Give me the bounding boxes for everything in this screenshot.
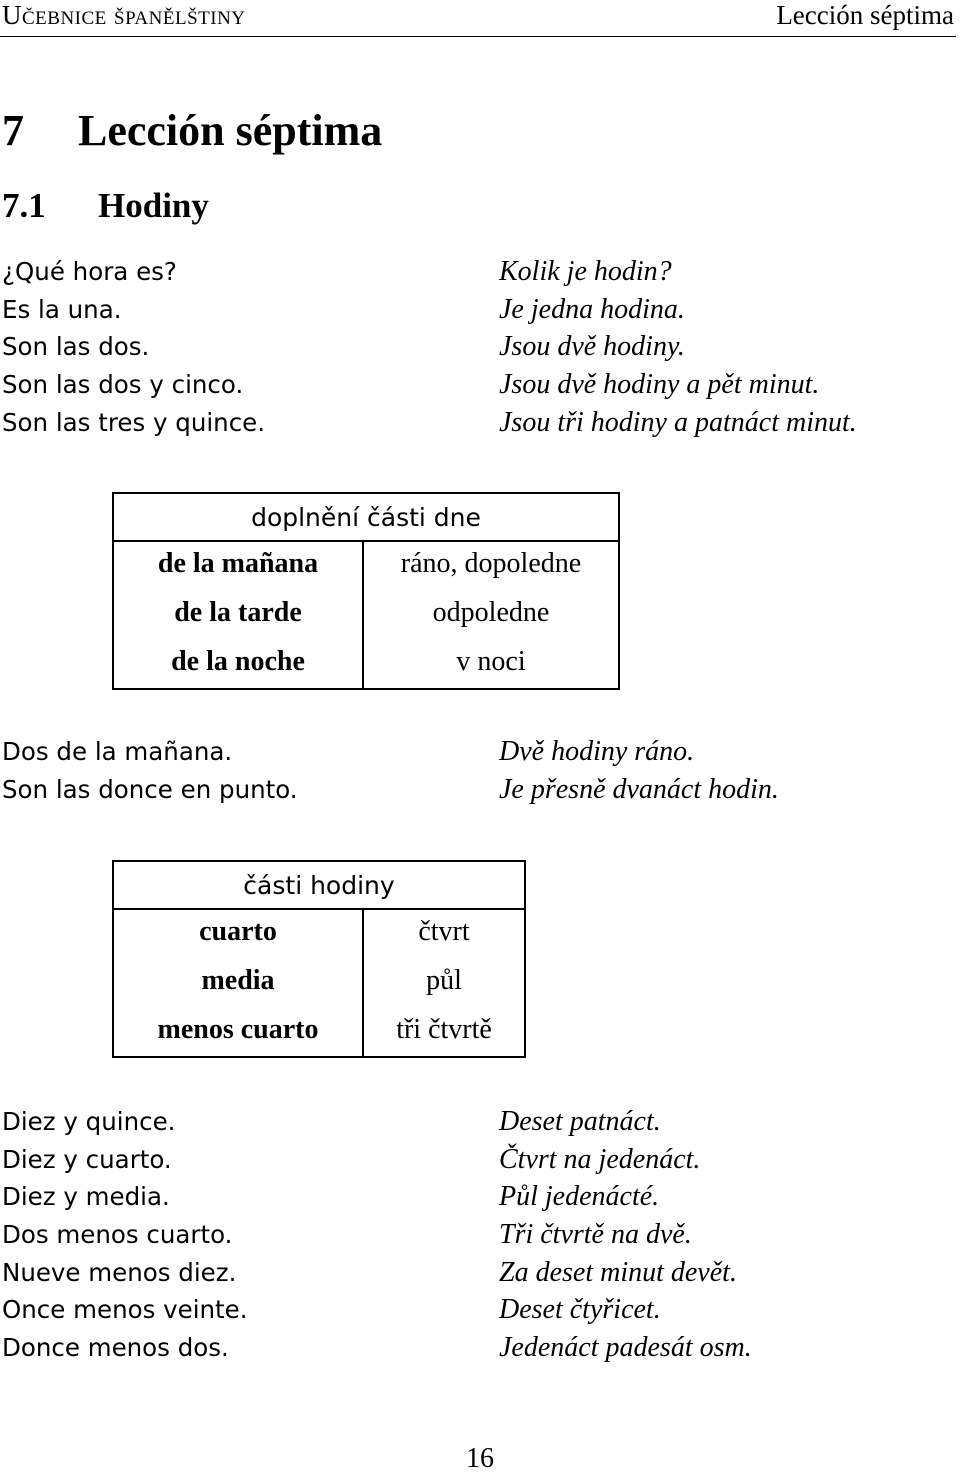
chapter-number: 7 xyxy=(2,106,24,155)
chapter-title-text: Lección séptima xyxy=(78,106,383,155)
table-cell-spanish: de la mañana xyxy=(157,548,319,579)
spanish-phrase: Es la una. xyxy=(2,294,122,324)
phrase-row xyxy=(0,1329,960,1367)
chapter-title xyxy=(2,105,382,156)
table-cell-czech: půl xyxy=(426,965,462,996)
spanish-phrase: Once menos veinte. xyxy=(2,1295,248,1325)
section-number: 7.1 xyxy=(2,186,46,225)
spanish-phrase: Dos menos cuarto. xyxy=(2,1220,233,1250)
spanish-phrase: ¿Qué hora es? xyxy=(2,257,177,286)
spanish-phrase: Son las dos. xyxy=(2,332,150,362)
czech-translation: Za deset minut devět. xyxy=(499,1256,737,1288)
czech-translation: Jsou dvě hodiny a pět minut. xyxy=(499,369,820,401)
phrase-row xyxy=(0,1291,960,1329)
czech-translation: Čtvrt na jedenáct. xyxy=(499,1143,701,1175)
table-cell-spanish: menos cuarto xyxy=(157,1014,319,1045)
section-title-text: Hodiny xyxy=(98,186,209,225)
phrase-row xyxy=(0,733,960,771)
phrase-row xyxy=(0,328,960,366)
czech-translation: Jedenáct padesát osm. xyxy=(499,1332,752,1364)
table-cell-spanish: cuarto xyxy=(199,916,277,947)
spanish-phrase: Diez y media. xyxy=(2,1182,170,1212)
page-number: 16 xyxy=(466,1443,494,1474)
czech-translation: Jsou tři hodiny a patnáct minut. xyxy=(499,406,857,438)
czech-translation: Je jedna hodina. xyxy=(499,293,685,325)
phrase-row xyxy=(0,1141,960,1179)
table-cell-spanish: media xyxy=(201,965,275,996)
czech-translation: Je přesně dvanáct hodin. xyxy=(499,773,779,805)
phrase-row xyxy=(0,404,960,442)
phrase-list-1 xyxy=(0,253,960,441)
phrase-row xyxy=(0,771,960,809)
spanish-phrase: Son las dos y cinco. xyxy=(2,370,244,400)
czech-translation: Dvě hodiny ráno. xyxy=(499,736,695,767)
phrase-list-2 xyxy=(0,733,960,808)
phrase-row xyxy=(0,253,960,291)
spanish-phrase: Dos de la mañana. xyxy=(2,737,233,766)
spanish-phrase: Son las donce en punto. xyxy=(2,774,298,804)
section-title xyxy=(2,186,209,226)
hour-parts-table xyxy=(112,860,526,1058)
table-cell-czech: v noci xyxy=(456,646,526,677)
table-cell-czech: tři čtvrtě xyxy=(396,1014,492,1045)
czech-translation: Jsou dvě hodiny. xyxy=(499,331,685,363)
table-cell-czech: odpoledne xyxy=(432,597,550,628)
phrase-row xyxy=(0,1178,960,1216)
table-header: části hodiny xyxy=(114,862,524,910)
running-header-chapter: Lección séptima xyxy=(776,0,954,30)
czech-translation: Deset patnáct. xyxy=(499,1106,661,1137)
spanish-phrase: Son las tres y quince. xyxy=(2,407,266,437)
czech-translation: Tři čtvrtě na dvě. xyxy=(499,1219,692,1251)
table-header: doplnění části dne xyxy=(114,494,618,542)
table-cell-czech: čtvrt xyxy=(418,916,470,947)
czech-translation: Deset čtyřicet. xyxy=(499,1294,661,1326)
spanish-phrase: Diez y quince. xyxy=(2,1107,176,1136)
phrase-row xyxy=(0,1254,960,1292)
day-parts-table xyxy=(112,492,620,690)
phrase-row xyxy=(0,1216,960,1254)
running-header-book-title: Učebnice španělštiny xyxy=(2,0,246,30)
running-header xyxy=(0,0,956,37)
table-cell-czech: ráno, dopoledne xyxy=(400,548,582,579)
phrase-row xyxy=(0,366,960,404)
czech-translation: Kolik je hodin? xyxy=(499,256,672,287)
spanish-phrase: Diez y cuarto. xyxy=(2,1144,172,1174)
phrase-row xyxy=(0,291,960,329)
spanish-phrase: Nueve menos diez. xyxy=(2,1257,237,1287)
spanish-phrase: Donce menos dos. xyxy=(2,1333,229,1363)
table-cell-spanish: de la noche xyxy=(171,646,305,677)
phrase-row xyxy=(0,1103,960,1141)
phrase-list-3 xyxy=(0,1103,960,1367)
table-cell-spanish: de la tarde xyxy=(174,597,302,628)
czech-translation: Půl jedenácté. xyxy=(499,1181,660,1213)
